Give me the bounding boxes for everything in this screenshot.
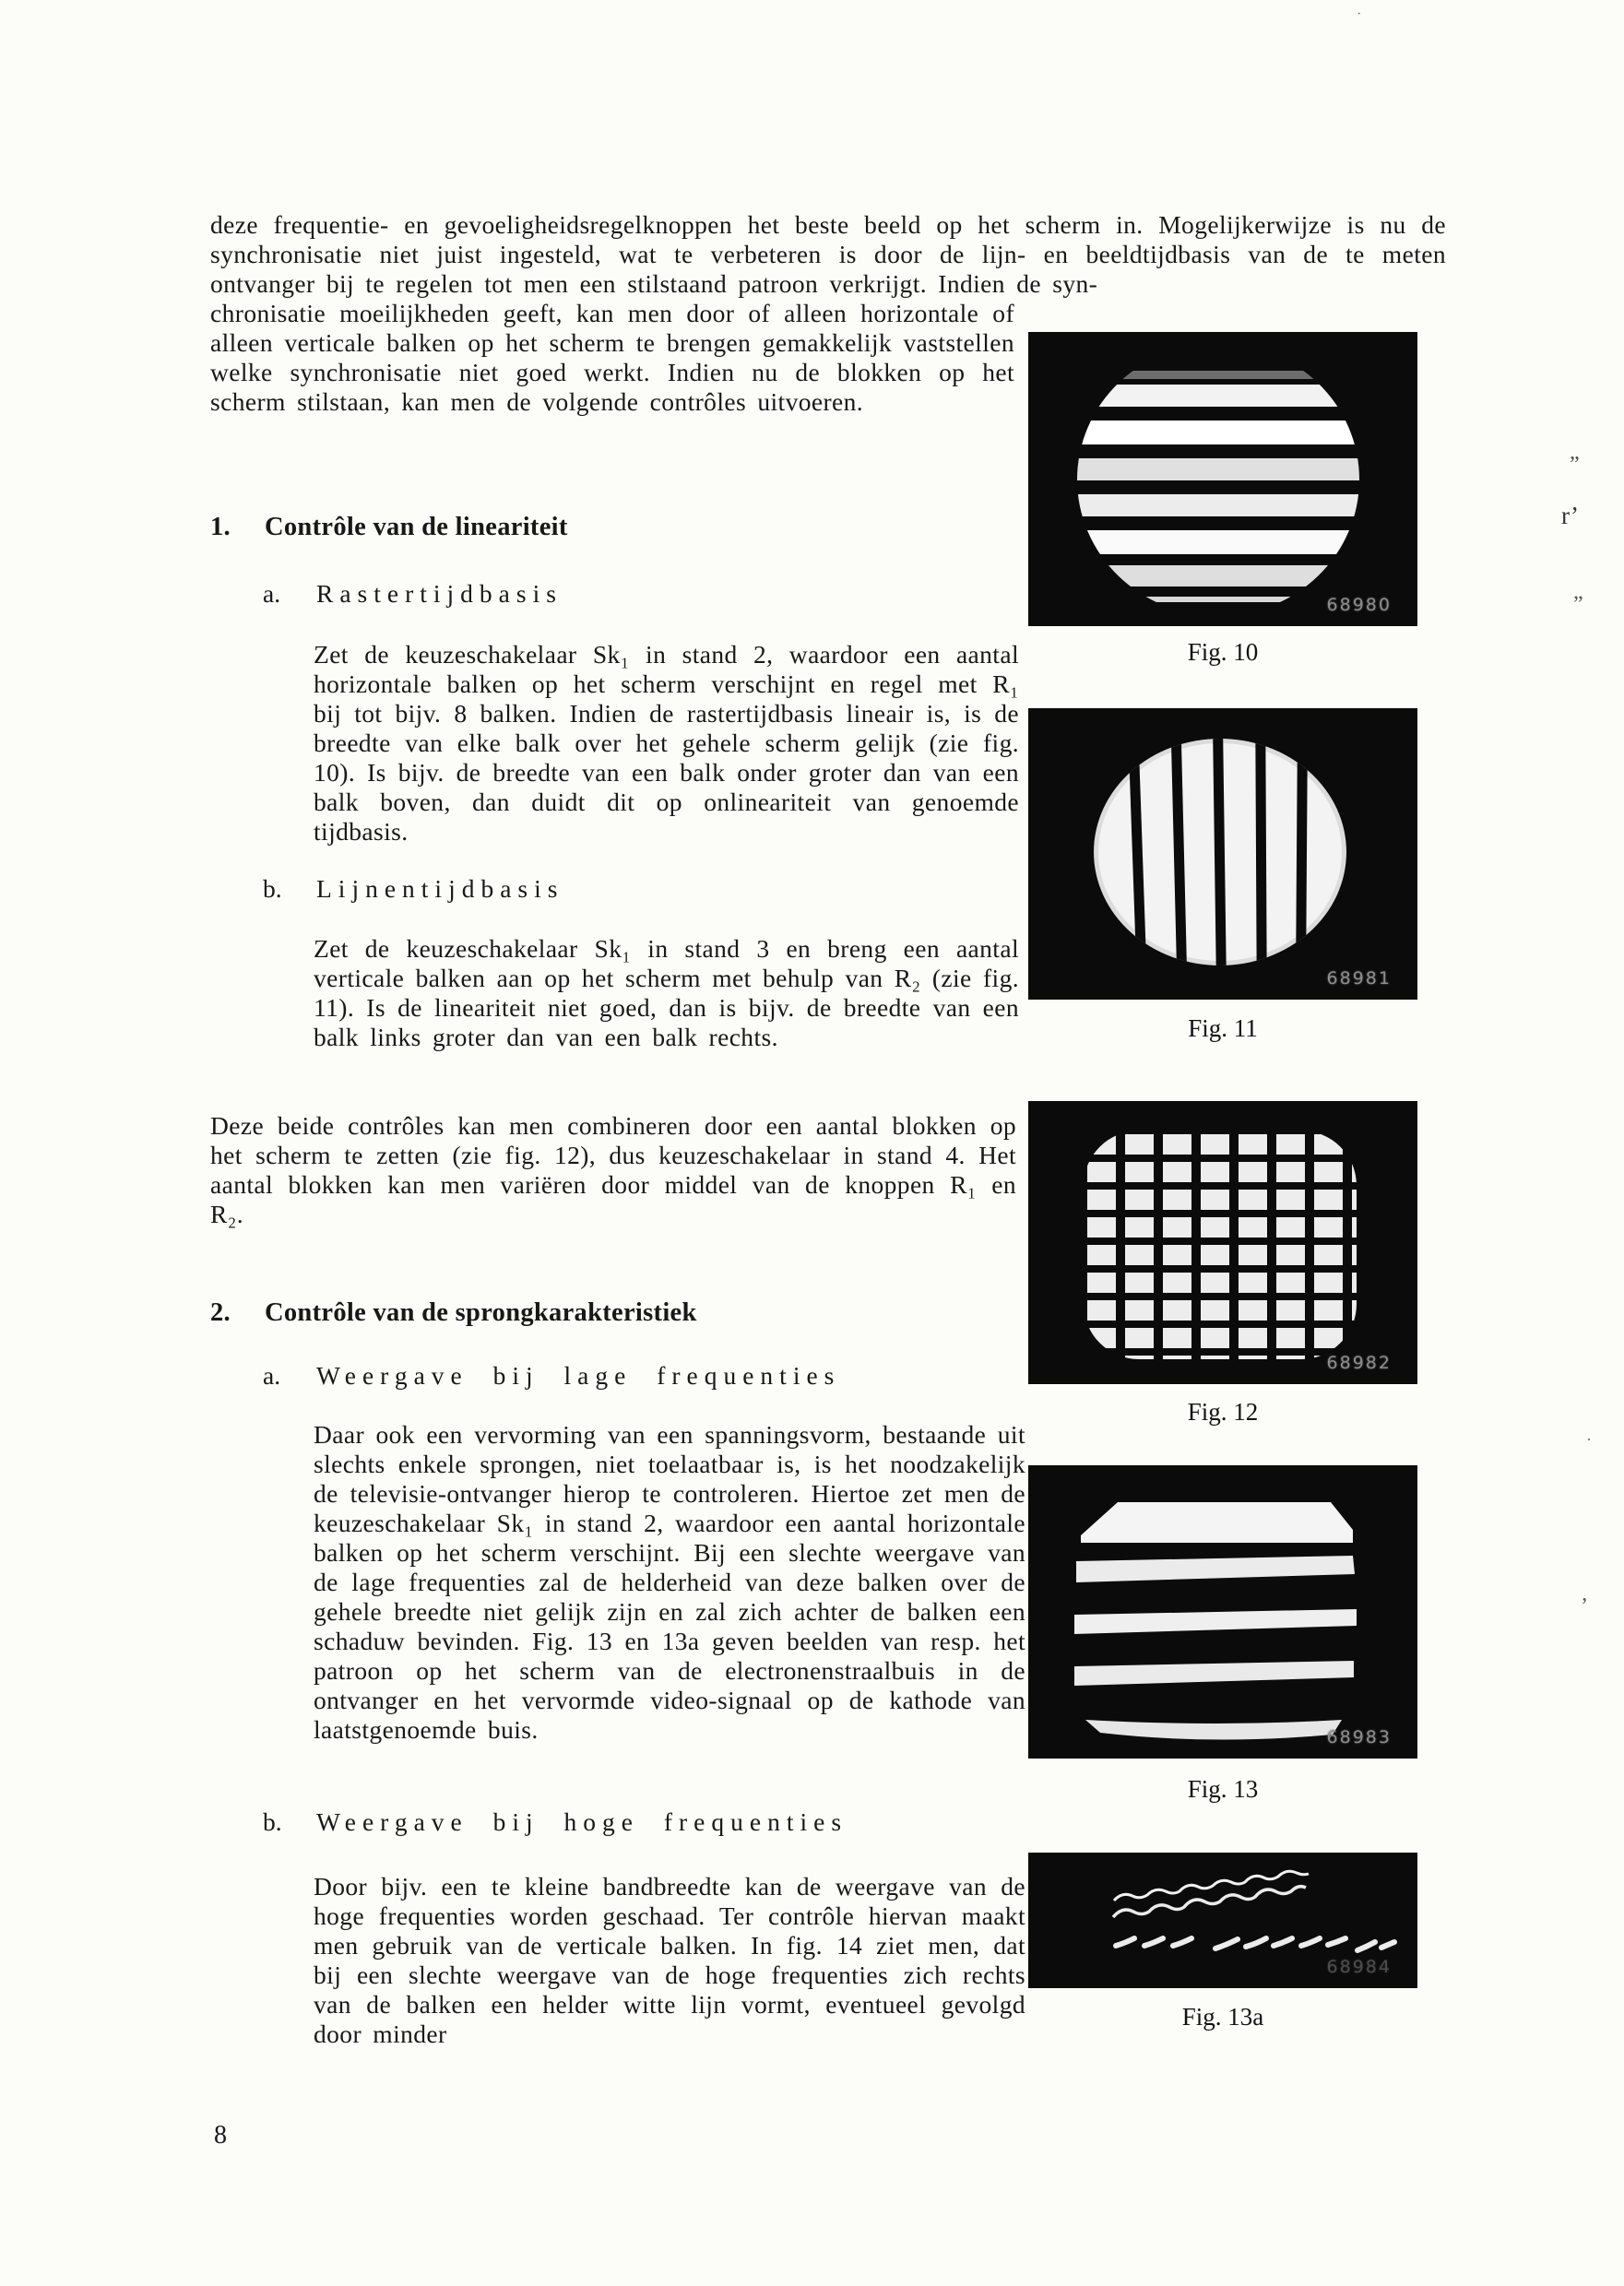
intro-paragraph-full-width: deze frequentie- en gevoeligheidsregelknoppen het beste beeld op het scherm in. Mogelijkerwijze is nu de synchronisatie niet juist ingesteld, wat te verbeteren is door de lijn- en beeldtijdbasis van de te meten ontvanger bij te regelen tot men een stilstaand patroon verkrijgt. Indien de syn-: [210, 210, 1446, 298]
fig11-vertical-bars-pattern: [1028, 708, 1417, 1000]
scan-mark-quote1: ”: [1570, 453, 1580, 477]
subsection-1a-title: Rastertijdbasis: [316, 579, 563, 608]
subsection-2b-heading: [263, 1807, 848, 1837]
subsection-1a-body: Zet de keuzeschakelaar Sk₁ in stand 2, waardoor een aantal horizontale balken op het scherm verschijnt en regel met R₁ bij tot bijv. 8 balken. Indien de rastertijdbasis lineair is, is de breedte van elke balk over het gehele scherm gelijk (zie fig. 10). Is bijv. de breedte van een balk onder groter dan van een balk boven, dan duidt dit op onlineariteit van genoemde tijdbasis.: [314, 640, 1019, 846]
fig10-photo-id: 68980: [1326, 595, 1392, 615]
subsection-1b-body: Zet de keuzeschakelaar Sk₁ in stand 3 en breng een aantal verticale balken aan op het scherm met behulp van R₂ (zie fig. 11). Is de lineariteit niet goed, dan is bijv. de breedte van een balk links groter dan van een balk rechts.: [314, 934, 1019, 1051]
subsection-1a-letter: a.: [263, 579, 281, 608]
figure-13-photo: [1028, 1465, 1417, 1759]
scan-speck-top: ·: [1357, 6, 1362, 22]
subsection-2a-title: Weergave bij lage frequenties: [316, 1361, 841, 1390]
subsection-1a-heading: [263, 579, 563, 609]
intro-paragraph-column: chronisatie moeilijkheden geeft, kan men door of alleen horizontale of alleen verticale balken op het scherm te brengen gemakkelijk vaststellen welke synchronisatie niet goed werkt. Indien nu de blokken op het scherm stilstaan, kan men de volgende contrôles uitvoeren.: [210, 299, 1014, 416]
scan-mark-quote2: „: [1573, 580, 1583, 604]
fig11-photo-id: 68981: [1326, 968, 1392, 989]
section-1-title: Contrôle van de lineariteit: [265, 513, 568, 541]
section-2-title: Contrôle van de sprongkarakteristiek: [265, 1298, 697, 1327]
scan-speck-mid: ·: [1586, 1430, 1592, 1449]
fig12-blocks-grid-pattern: [1028, 1101, 1417, 1384]
fig13a-photo-id: 68984: [1326, 1957, 1392, 1977]
section-1-number: 1.: [210, 513, 231, 541]
subsection-2a-letter: a.: [263, 1361, 281, 1390]
figure-11-photo: [1028, 708, 1417, 1000]
fig13-photo-id: 68983: [1326, 1727, 1392, 1747]
subsection-2a-body: Daar ook een vervorming van een spanningsvorm, bestaande uit slechts enkele sprongen, niet toelaatbaar is, is het noodzakelijk de televisie-ontvanger hierop te controleren. Hiertoe zet men de keuzeschakelaar Sk₁ in stand 2, waardoor een aantal horizontale balken op het scherm verschijnt. Bij een slechte weergave van de lage frequenties zal de helderheid van deze balken over de gehele breedte niet gelijk zijn en zal zich achter de balken een schaduw bevinden. Fig. 13 en 13a geven beelden van resp. het patroon op het scherm van de electronenstraalbuis in de ontvanger en het vervormde video-signaal op de kathode van laatstgenoemde buis.: [314, 1420, 1025, 1744]
fig10-caption: Fig. 10: [1187, 638, 1259, 666]
fig12-photo-id: 68982: [1326, 1353, 1392, 1373]
page-number: 8: [214, 2121, 227, 2150]
section-1-heading: [210, 513, 568, 542]
fig12-caption: Fig. 12: [1187, 1398, 1259, 1426]
fig13a-caption: Fig. 13a: [1181, 2003, 1264, 2031]
figure-13a-photo: [1028, 1853, 1417, 1988]
subsection-1b-heading: [263, 874, 563, 904]
subsection-2b-body: Door bijv. een te kleine bandbreedte kan de weergave van de hoge frequenties worden geschaad. Ter contrôle hiervan maakt men gebruik van de verticale balken. In fig. 14 ziet men, dat bij een slechte weergave van de hoge frequenties zich rechts van de balken een helder witte lijn vormt, eventueel gevolgd door minder: [314, 1872, 1025, 2048]
scan-mark-tick: r’: [1561, 502, 1579, 529]
subsection-2a-heading: [263, 1361, 840, 1391]
figure-10-photo: [1028, 332, 1417, 626]
figure-12-photo: [1028, 1101, 1417, 1384]
fig11-caption: Fig. 11: [1188, 1014, 1258, 1042]
fig13-caption: Fig. 13: [1187, 1775, 1259, 1803]
section-2-heading: [210, 1298, 697, 1328]
subsection-2b-letter: b.: [263, 1807, 282, 1836]
section-2-number: 2.: [210, 1298, 231, 1327]
subsection-1b-title: Lijnentijdbasis: [316, 874, 564, 903]
fig10-horizontal-bars-pattern: [1028, 332, 1417, 626]
combined-controls-paragraph: Deze beide contrôles kan men combineren door een aantal blokken op het scherm te zetten (zie fig. 12), dus keuzeschakelaar in stand 4. Het aantal blokken kan men variëren door middel van de knoppen R₁ en R₂.: [210, 1111, 1016, 1228]
fig13-horizontal-bars-shadow-pattern: [1028, 1465, 1417, 1759]
scan-mark-tick2: ’: [1581, 1594, 1588, 1618]
subsection-1b-letter: b.: [263, 874, 282, 903]
subsection-2b-title: Weergave bij hoge frequenties: [316, 1807, 848, 1836]
